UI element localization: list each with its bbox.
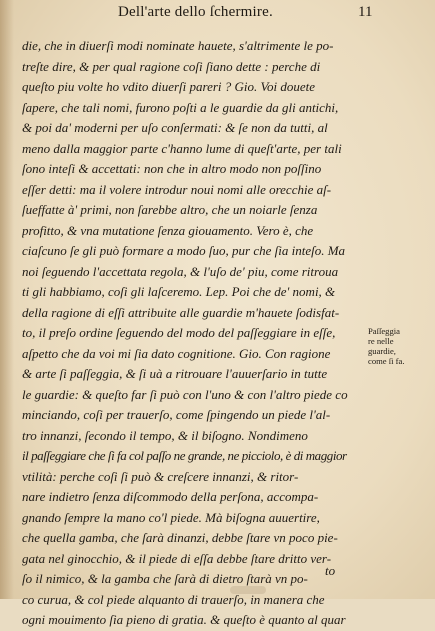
text-line: ſapere, che tali nomi, furono poſti a le guardie da gli antichi,	[22, 99, 339, 115]
text-line: che quella gamba, che ſarà dinanzi, debbe ſtare vn poco pie-	[22, 530, 338, 545]
text-line: ogni mouimento ſia pieno di gratia. & queſto è quanto al quar	[22, 612, 346, 627]
text-line: della ragione di eſſi attribuite alle guardie m'hauete ſodisfat-	[22, 304, 340, 320]
text-line: ciaſcuno ſe gli può formare a modo ſuo, pur che ſia inteſo. Ma	[22, 243, 346, 258]
margin-note	[368, 326, 432, 366]
text-line: minciando, coſi per trauerſo, come ſpingendo un piede l'al-	[22, 407, 331, 422]
text-line: & arte ſi paſſeggia, & ſi uà a ritrouare l'auuerſario in tutte	[22, 366, 328, 381]
text-line: ti gli habbiamo, coſi gli laſceremo. Lep. Poi che de' nomi, &	[22, 284, 336, 299]
page-header	[0, 4, 435, 24]
text-line: ſono inteſi & accettati: non che in altro modo non poſſino	[22, 161, 322, 176]
text-line: gata nel ginocchio, & il piede di eſſa debbe ſtare dritto ver-	[22, 550, 332, 566]
running-title: Dell'arte dello ſchermire.	[118, 4, 273, 20]
text-line: meno dalla maggior parte c'hanno lume di queſt'arte, per tali	[22, 140, 342, 156]
catchword: to	[325, 563, 336, 578]
text-line: treſte dire, & per qual ragione coſi ſiano dette : perche di	[22, 58, 321, 74]
text-line: il paſſeggiare che ſi fa col paſſo ne grande, ne picciolo, è di maggior	[22, 448, 347, 463]
text-line: to, il preſo ordine ſeguendo del modo del paſſeggiare in eſſe,	[22, 325, 336, 340]
text-line: ſo il nimico, & la gamba che ſarà di dietro ſtarà vn po-	[22, 571, 308, 586]
text-line: eſſer detti: ma il volere introdur noui nomi alle orecchie aſ-	[22, 181, 332, 197]
margin-note-line: come ſi fa.	[368, 356, 405, 366]
text-line: le guardie: & queſto far ſi può con l'uno & con l'altro piede co	[22, 386, 348, 402]
margin-note-line: Paſſeggia	[368, 326, 400, 336]
text-line: co curua, & col piede alquanto di trauerſo, in manera che	[22, 591, 325, 607]
text-line: nare indietro ſenza diſcommodo della perſona, accompa-	[22, 489, 319, 504]
text-line: queſto piu volte ho vdito diuerſi pareri ? Gio. Voi douete	[22, 79, 316, 94]
text-line: gnando ſempre la mano co'l piede. Mà biſogna auuertire,	[22, 509, 320, 525]
page-number: 11	[358, 4, 373, 20]
text-line: die, che in diuerſi modi nominate hauete, s'altrimente le po-	[22, 38, 334, 53]
paper-stain	[230, 586, 266, 594]
text-line: & poi da' moderni per uſo conſermati: & ſe non da tutti, al	[22, 120, 328, 135]
text-line: aſpetto che da voi mi ſia dato cognitione. Gio. Con ragione	[22, 345, 331, 361]
page-gutter-shadow	[0, 0, 14, 599]
margin-note-line: guardie,	[368, 346, 396, 356]
text-line: noi ſeguendo l'accettata regola, & l'uſo de' piu, come ritroua	[22, 263, 339, 279]
main-text-block	[22, 36, 367, 631]
text-line: profitto, & vna mutatione ſenza giouamento. Vero è, che	[22, 222, 314, 238]
text-line: ſueffatte à' primi, non ſarebbe altro, che un noiarle ſenza	[22, 202, 318, 217]
margin-note-line: re nelle	[368, 336, 394, 346]
text-line: tro innanzi, ſecondo il tempo, & il biſogno. Nondimeno	[22, 427, 308, 443]
text-line: vtilità: perche coſi ſi può & creſcere innanzi, & ritor-	[22, 468, 299, 484]
